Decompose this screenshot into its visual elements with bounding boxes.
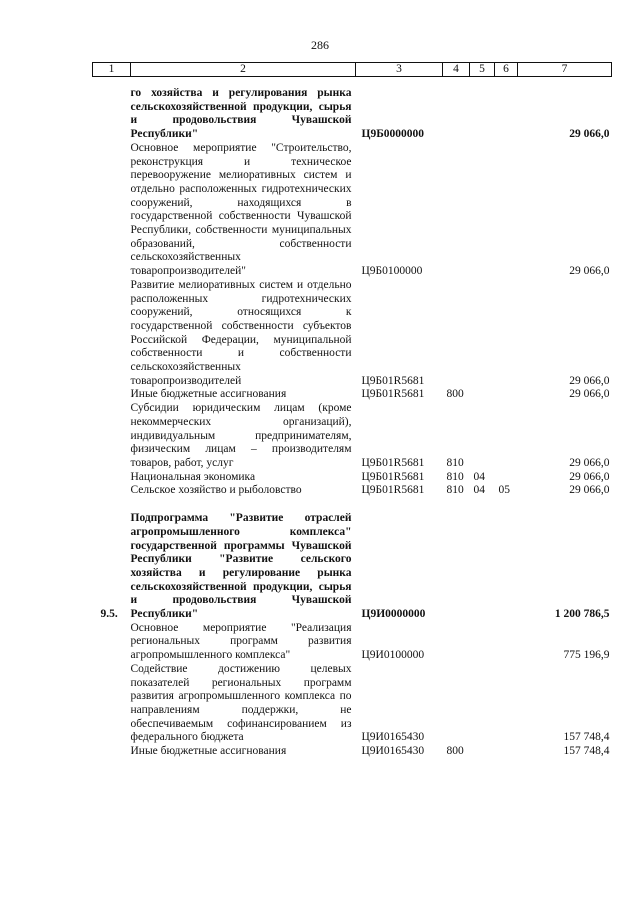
row-expense-type (443, 87, 470, 142)
row-amount: 157 748,4 (563, 731, 610, 744)
row-name: Основное мероприятие "Строительство, реконструкция и техническое перевооружение мелиоративных систем и отдельно расположенных гидротехнических сооружений, находящихся в государственной собственности Чувашской Республики, собственности муниципальных образований, собственности сельскохозяйственных товаропроизводителей" (130, 141, 352, 278)
row-number (93, 745, 131, 759)
column-header-3: 3 (356, 63, 443, 77)
column-header-7: 7 (518, 63, 612, 77)
row-subsection (495, 512, 518, 622)
row-name: Развитие мелиоративных систем и отдельно расположенных гидротехнических сооружений, относящихся к государственной собственности субъектов Российской Федерации, муниципальной собственности и собственности сельскохозяйственных товаропроизводителей (130, 278, 352, 387)
row-expense-type: 810 (446, 470, 464, 483)
table-row (93, 663, 612, 745)
row-name: Сельское хозяйство и рыболовство (130, 484, 302, 497)
row-code: Ц9Б01R5681 (361, 470, 425, 483)
row-subsection (495, 622, 518, 663)
row-subsection (495, 663, 518, 745)
row-section (470, 279, 495, 389)
table-row (93, 142, 612, 279)
table-header (93, 63, 612, 77)
column-header-6: 6 (495, 63, 518, 77)
row-code: Ц9Б01R5681 (361, 484, 425, 497)
table-row (93, 87, 612, 142)
row-code: Ц9И0000000 (361, 608, 426, 621)
row-expense-type (443, 622, 470, 663)
row-name: Основное мероприятие "Реализация региональных программ развития агропромышленного комплекса" (130, 621, 352, 662)
row-amount: 29 066,0 (569, 265, 610, 278)
column-header-2: 2 (131, 63, 356, 77)
row-amount: 29 066,0 (569, 128, 610, 141)
budget-table (92, 62, 612, 759)
row-section (470, 745, 495, 759)
column-header-1: 1 (93, 63, 131, 77)
row-number (93, 484, 131, 498)
row-name: Иные бюджетные ассигнования (130, 388, 287, 401)
table-row (93, 279, 612, 389)
row-section (470, 663, 495, 745)
row-subsection (495, 471, 518, 485)
row-number (93, 663, 131, 745)
row-subsection: 05 (498, 484, 510, 497)
table-row (93, 388, 612, 402)
row-number: 9.5. (100, 608, 118, 621)
row-expense-type: 800 (446, 745, 464, 758)
table-row (93, 745, 612, 759)
row-code: Ц9И0165430 (361, 745, 425, 758)
row-code: Ц9Б0100000 (361, 265, 423, 278)
row-name: Национальная экономика (130, 470, 256, 483)
row-name: Субсидии юридическим лицам (кроме некоммерческих организаций), индивидуальным предпринимателям, физическим лицам – производителям товаров, работ, услуг (130, 402, 352, 469)
table-row (93, 622, 612, 663)
table-row (93, 471, 612, 485)
row-code: Ц9Б01R5681 (361, 456, 425, 469)
row-code: Ц9Б01R5681 (361, 374, 425, 387)
row-name: го хозяйства и регулирования рынка сельскохозяйственной продукции, сырья и продовольствия Чувашской Республики" (130, 87, 352, 141)
row-subsection (495, 87, 518, 142)
row-number (93, 388, 131, 402)
row-section (470, 87, 495, 142)
row-expense-type: 810 (446, 484, 464, 497)
row-amount: 775 196,9 (563, 649, 610, 662)
row-number (93, 402, 131, 471)
row-expense-type: 800 (446, 388, 464, 401)
row-amount: 1 200 786,5 (554, 608, 610, 621)
row-expense-type (443, 142, 470, 279)
row-section (470, 402, 495, 471)
row-subsection (495, 745, 518, 759)
spacer-row (93, 77, 612, 88)
row-expense-type (443, 663, 470, 745)
table-row (93, 512, 612, 622)
row-name: Подпрограмма "Развитие отраслей агропромышленного комплекса" государственной программы Чувашской Республики "Развитие сельского хозяйства и регулирование рынка сельскохозяйственной продукции, сырья и продовольствия Чувашской Республики" (130, 512, 352, 621)
row-number (93, 622, 131, 663)
spacer-cell (93, 77, 612, 88)
row-subsection (495, 388, 518, 402)
gap-row (93, 498, 612, 512)
header-row (93, 63, 612, 77)
table-row (93, 402, 612, 471)
row-section: 04 (473, 470, 485, 483)
row-subsection (495, 279, 518, 389)
table-row (93, 484, 612, 498)
column-header-5: 5 (470, 63, 495, 77)
row-code: Ц9И0165430 (361, 731, 425, 744)
row-subsection (495, 402, 518, 471)
row-expense-type (443, 279, 470, 389)
row-section (470, 142, 495, 279)
row-number (93, 471, 131, 485)
row-section (470, 388, 495, 402)
row-name: Содействие достижению целевых показателей региональных программ развития агропромышленного комплекса по направлениям поддержки, не обеспечиваемым софинансированием из федерального бюджета (130, 662, 352, 744)
row-amount: 29 066,0 (569, 388, 610, 401)
row-amount: 29 066,0 (569, 470, 610, 483)
row-amount: 29 066,0 (569, 456, 610, 469)
row-number (93, 87, 131, 142)
row-name: Иные бюджетные ассигнования (130, 745, 287, 758)
row-number (93, 279, 131, 389)
column-header-4: 4 (443, 63, 470, 77)
row-section (470, 512, 495, 622)
row-subsection (495, 142, 518, 279)
table-body (93, 77, 612, 759)
row-expense-type: 810 (446, 456, 464, 469)
row-expense-type (443, 512, 470, 622)
row-amount: 29 066,0 (569, 374, 610, 387)
row-amount: 29 066,0 (569, 484, 610, 497)
row-amount: 157 748,4 (563, 745, 610, 758)
gap-cell (93, 498, 612, 512)
row-code: Ц9Б0000000 (361, 128, 425, 141)
page-number: 286 (311, 38, 329, 52)
row-code: Ц9И0100000 (361, 649, 425, 662)
row-number (93, 142, 131, 279)
row-section: 04 (473, 484, 485, 497)
row-code: Ц9Б01R5681 (361, 388, 425, 401)
row-section (470, 622, 495, 663)
